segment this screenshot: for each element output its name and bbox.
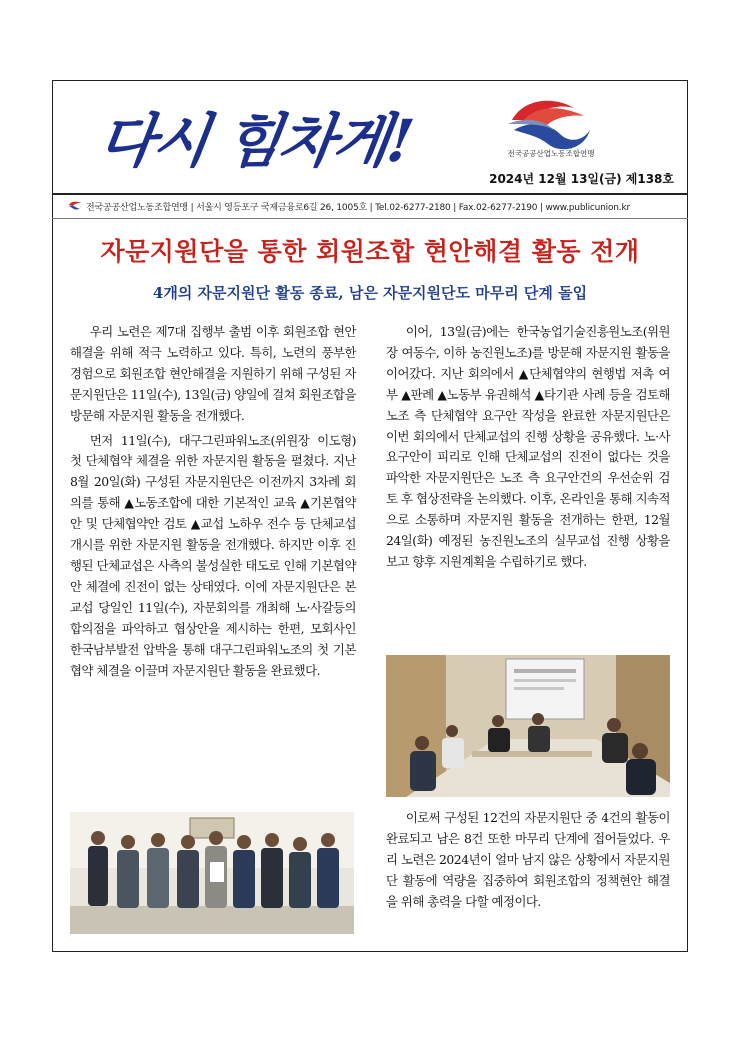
paragraph: 우리 노련은 제7대 집행부 출범 이후 회원조합 현안해결을 위해 적극 노력하고 있다. 특히, 노련의 풍부한 경험으로 회원조합 현안해결을 지원하기 위해 구성된 자문지원단은 11일(수), 13일(금) 양일에 걸쳐 회원조합을 방문해 자문지원 활동을 전개했다. (70, 324, 356, 423)
masthead (52, 80, 688, 192)
slogan: 다시 힘차게! (94, 107, 416, 175)
masthead-divider (52, 193, 688, 195)
paragraph: 이어, 13일(금)에는 한국농업기술진흥원노조(위원장 여동수, 이하 농진원노조)를 방문해 자문지원 활동을 이어갔다. 지난 회의에서 ▲단체협약의 현행법 저촉 여부 ▲판례 ▲노동부 유권해석 ▲타기관 사례 등을 검토해 노조 측 단체협약 요구안 작성을 완료한 자문지원단은 이번 회의에서 단체교섭의 진행 상황을 공유했다. 노·사 요구안이 피리로 인해 단체교섭의 진전이 없다는 것을 파악한 자문지원단은 노조 측 요구안건의 우선순위 검토 후 협상전략을 논의했다. 이후, 온라인을 통해 지속적으로 소통하며 자문지원 활동을 전개하는 한편, 12월 24일(화) 예정된 농진원노조의 실무교섭 진행 상황을 보고 향후 지원계획을 수립하기로 했다. (386, 324, 670, 569)
paragraph: 이로써 구성된 12건의 자문지원단 중 4건의 활동이 완료되고 남은 8건 또한 마무리 단계에 접어들었다. 우리 노련은 2024년이 얼마 남지 않은 상황에서 자문지원단 활동에 역량을 집중하여 회원조합의 정책현안 해결을 위해 총력을 다할 예정이다. (386, 810, 670, 909)
info-divider (52, 218, 688, 219)
info-line (52, 198, 688, 214)
right-column-bottom (386, 808, 670, 913)
article-subheadline: 4개의 자문지원단 활동 종료, 남은 자문지원단도 마무리 단계 돌입 (152, 284, 588, 302)
group-photo (70, 812, 354, 934)
contact-info: 전국공공산업노동조합연맹 | 서울시 영등포구 국제금융로6길 26, 1005호 | Tel.02-6277-2180 | Fax.02-6277-2190 | www.publicunion.kr (86, 203, 630, 213)
right-column-top (386, 322, 670, 573)
union-logo-icon (504, 90, 594, 156)
union-mini-logo-icon (68, 200, 82, 210)
issue-date: 2024년 12월 13일(금) 제138호 (489, 172, 674, 186)
article-headline: 자문지원단을 통한 회원조합 현안해결 활동 전개 (100, 237, 640, 266)
logo-caption: 전국공공산업노동조합연맹 (507, 149, 595, 158)
left-column (70, 322, 356, 681)
meeting-photo (386, 655, 670, 797)
paragraph: 먼저 11일(수), 대구그린파워노조(위원장 이도형) 첫 단체협약 체결을 위한 자문지원 활동을 펼쳤다. 지난 8월 20일(화) 구성된 자문지원단은 이전까지 3차례 회의를 통해 ▲노동조합에 대한 기본적인 교육 ▲기본협약안 및 단체협약안 검토 ▲교섭 노하우 전수 등 단체교섭 개시를 위한 자문지원 활동을 전개했다. 하지만 이후 진행된 단체교섭은 사측의 불성실한 태도로 인해 기본협약안 체결에 진전이 없는 상태였다. 이에 자문지원단은 본교섭 당일인 11일(수), 자문회의를 개최해 노·사갈등의 합의점을 파악하고 협상안을 제시하는 한편, 모회사인 한국남부발전 압박을 통해 대구그린파워노조의 첫 기본협약 체결을 이끌며 자문지원단 활동을 완료했다. (70, 432, 356, 678)
